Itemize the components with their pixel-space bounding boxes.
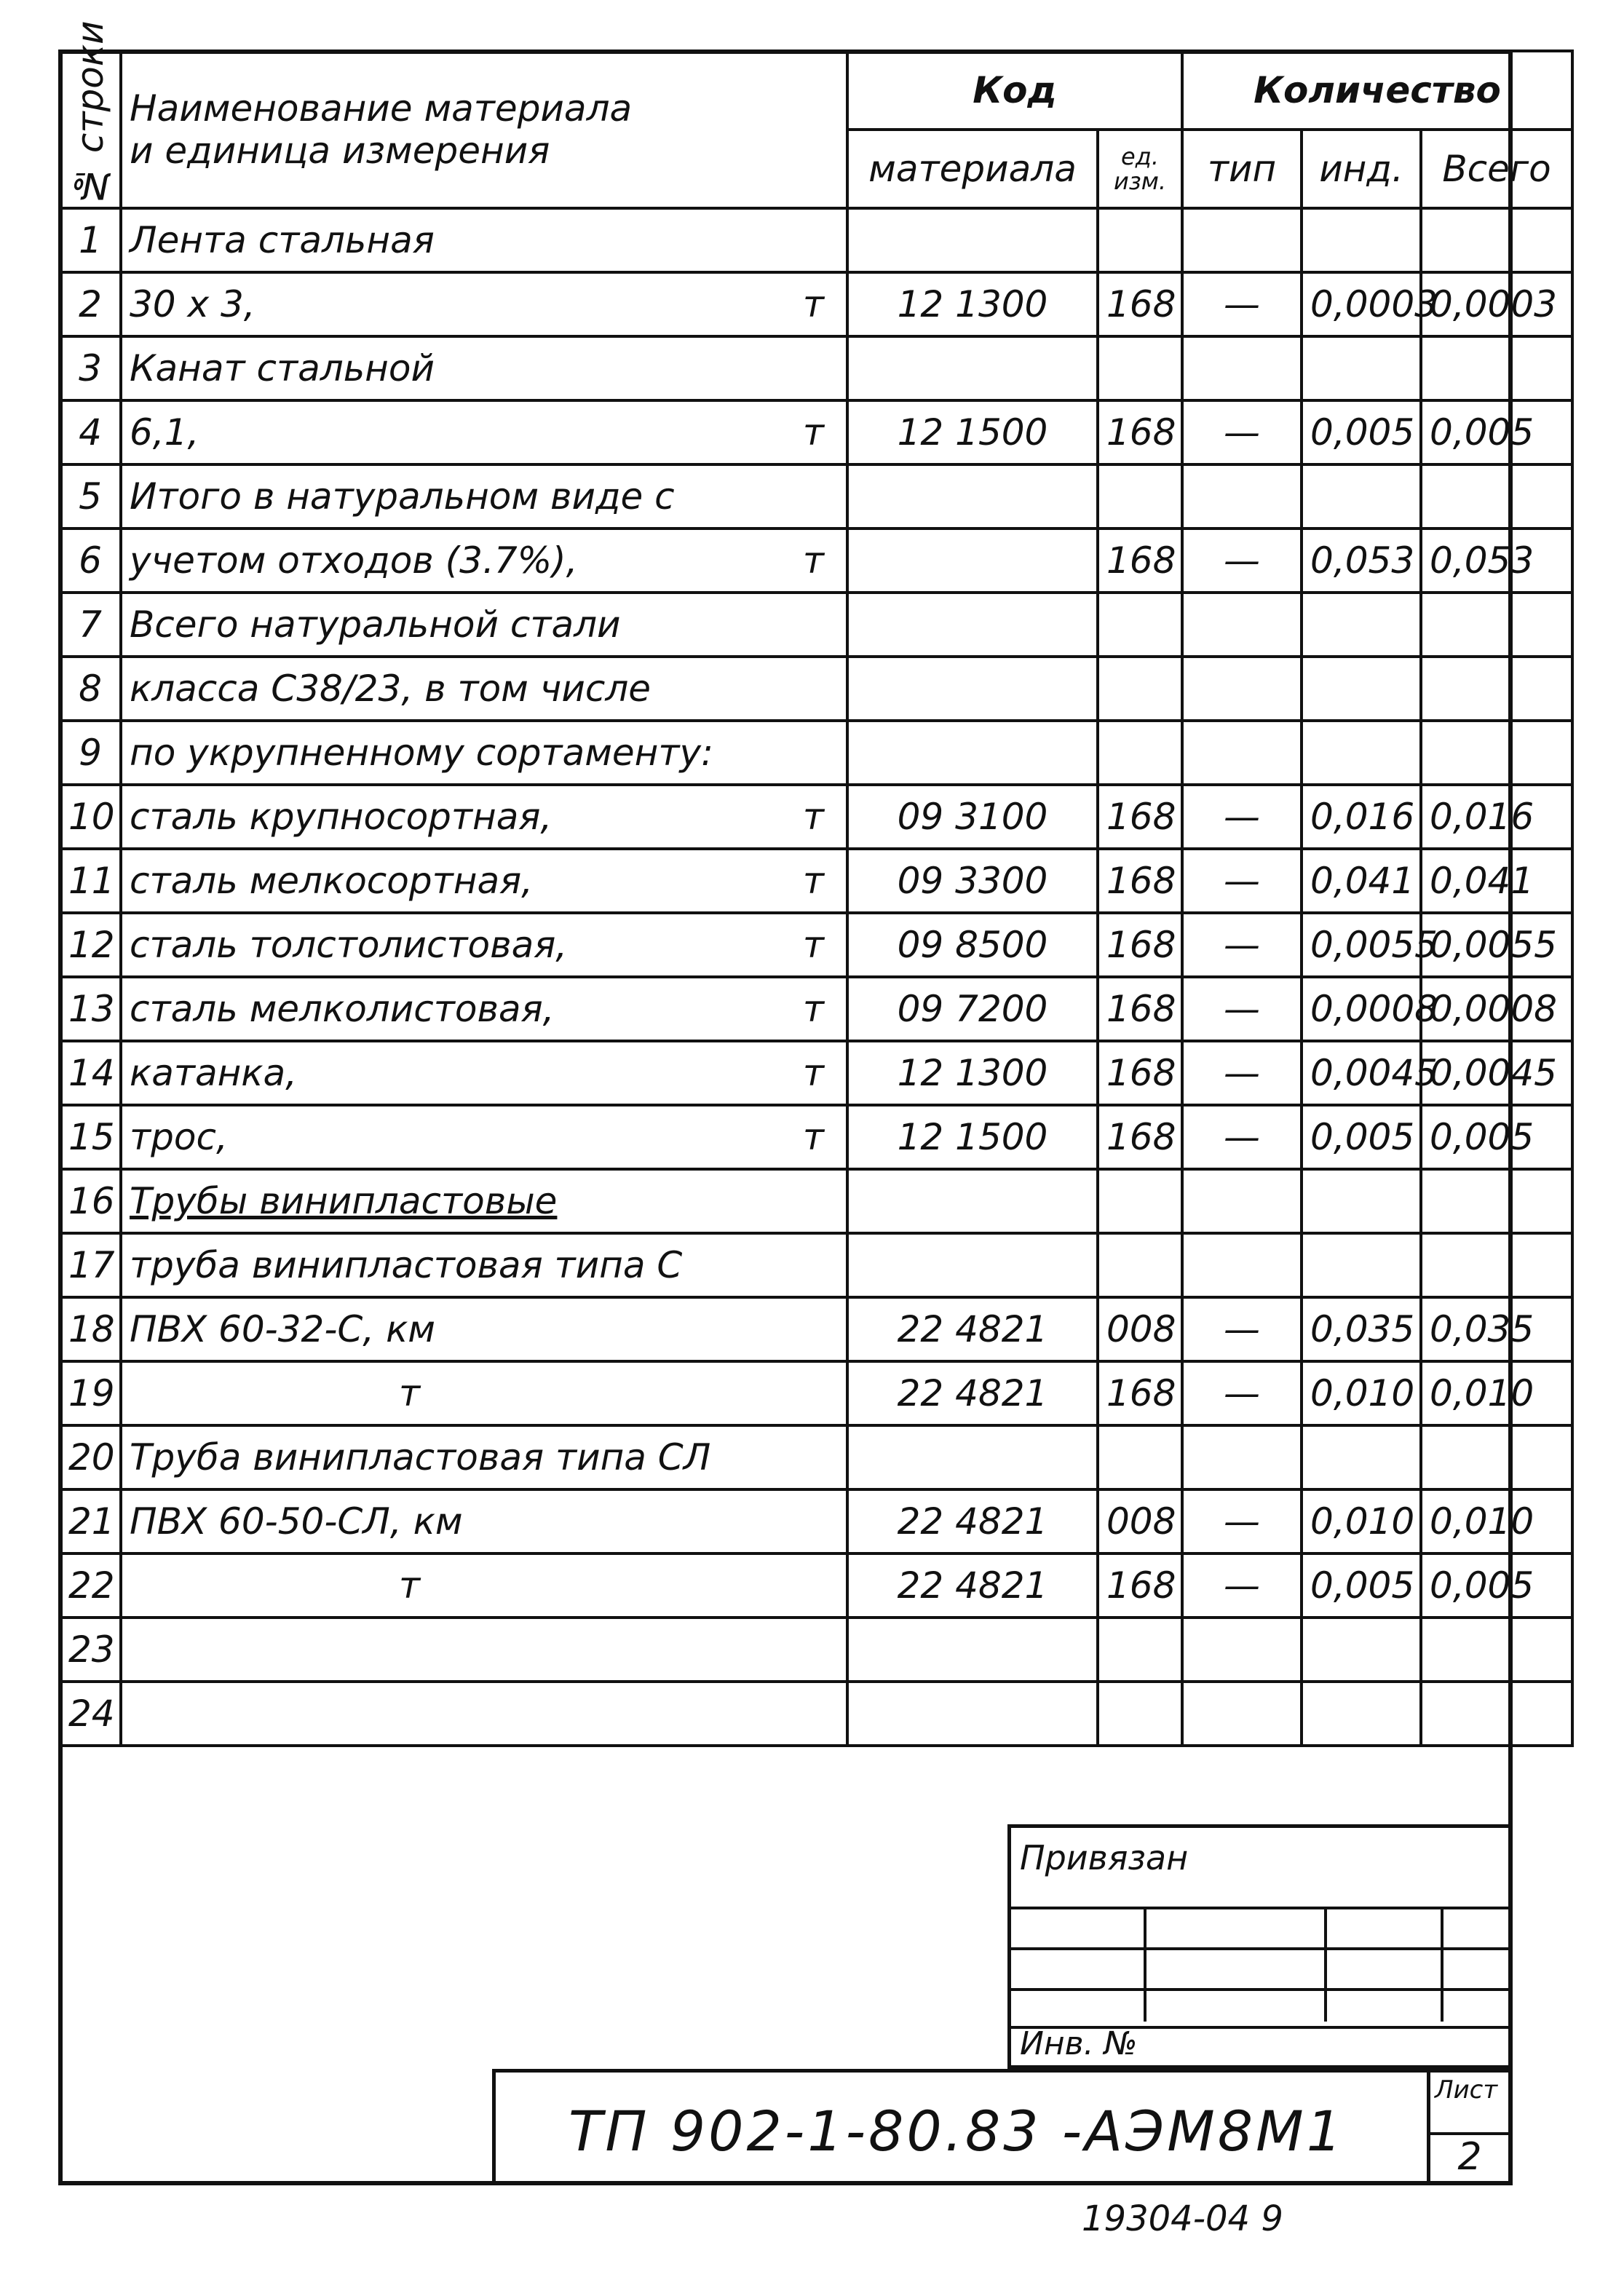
- row-unit-code: 168: [1098, 849, 1182, 913]
- row-typ: —: [1182, 849, 1302, 913]
- stamp-line: [1011, 1907, 1509, 1909]
- row-material-code: 12 1500: [847, 1105, 1098, 1169]
- row-unit-code: [1098, 657, 1182, 721]
- table-row: [60, 721, 1572, 785]
- row-name: [121, 336, 847, 400]
- row-number: 17: [60, 1233, 121, 1297]
- row-ind: [1302, 721, 1421, 785]
- row-name-text: т: [399, 1372, 421, 1414]
- row-material-code: [847, 1425, 1098, 1489]
- row-typ: [1182, 593, 1302, 657]
- stamp-divider: [1144, 1907, 1146, 2022]
- row-name: [121, 849, 847, 913]
- row-material-code: 22 4821: [847, 1489, 1098, 1553]
- row-ind: [1302, 1682, 1421, 1746]
- row-material-code: [847, 1169, 1098, 1233]
- row-unit-code: 168: [1098, 1105, 1182, 1169]
- row-number: 1: [60, 208, 121, 272]
- row-number: 7: [60, 593, 121, 657]
- row-material-code: [847, 1618, 1098, 1682]
- row-ind: [1302, 593, 1421, 657]
- row-name-text: Лента стальная: [130, 219, 435, 261]
- row-ind: 0,0003: [1302, 272, 1421, 336]
- row-name: [121, 1682, 847, 1746]
- row-name: [121, 1297, 847, 1361]
- row-typ: —: [1182, 913, 1302, 977]
- header-name: [121, 51, 847, 208]
- row-name: [121, 593, 847, 657]
- table-row: [60, 977, 1572, 1041]
- row-typ: —: [1182, 785, 1302, 849]
- row-total: [1421, 721, 1572, 785]
- row-typ: —: [1182, 1553, 1302, 1618]
- row-material-code: 12 1300: [847, 1041, 1098, 1105]
- row-number: 22: [60, 1553, 121, 1618]
- row-typ: —: [1182, 1105, 1302, 1169]
- row-unit-code: 168: [1098, 272, 1182, 336]
- table-row: [60, 1297, 1572, 1361]
- row-material-code: 22 4821: [847, 1361, 1098, 1425]
- row-unit-code: [1098, 1425, 1182, 1489]
- header-unit: ед. изм.: [1098, 130, 1182, 208]
- table-row: [60, 1105, 1572, 1169]
- row-name: [121, 977, 847, 1041]
- row-material-code: [847, 208, 1098, 272]
- row-name: [121, 400, 847, 464]
- row-ind: [1302, 1618, 1421, 1682]
- row-unit-symbol: т: [802, 860, 824, 902]
- row-number: 4: [60, 400, 121, 464]
- row-unit-code: 168: [1098, 529, 1182, 593]
- row-material-code: [847, 1682, 1098, 1746]
- table-row: [60, 272, 1572, 336]
- row-unit-code: [1098, 1169, 1182, 1233]
- row-name: [121, 1361, 847, 1425]
- row-unit-symbol: т: [802, 411, 824, 454]
- row-total: [1421, 1169, 1572, 1233]
- row-unit-code: [1098, 464, 1182, 529]
- row-total: [1421, 657, 1572, 721]
- stamp-line: [1011, 1947, 1509, 1950]
- row-total: [1421, 1425, 1572, 1489]
- row-name: [121, 1425, 847, 1489]
- header-code: Код: [847, 51, 1182, 130]
- row-name-text: трос,: [130, 1116, 228, 1158]
- row-total: [1421, 1682, 1572, 1746]
- row-name-text: труба винипластовая типа С: [130, 1244, 683, 1286]
- row-name-text: сталь мелкосортная,: [130, 860, 534, 902]
- row-ind: 0,0008: [1302, 977, 1421, 1041]
- row-material-code: 09 8500: [847, 913, 1098, 977]
- document-code: ТП 902-1-80.83 -АЭМ8М1: [569, 2099, 1345, 2164]
- attachment-stamp: [1007, 1824, 1513, 2069]
- row-ind: 0,005: [1302, 1553, 1421, 1618]
- row-material-code: [847, 721, 1098, 785]
- row-name: [121, 464, 847, 529]
- title-block: [492, 2069, 1513, 2185]
- row-unit-code: [1098, 593, 1182, 657]
- row-total: [1421, 1233, 1572, 1297]
- row-name: [121, 1553, 847, 1618]
- row-name: [121, 272, 847, 336]
- row-material-code: 09 3300: [847, 849, 1098, 913]
- row-unit-code: 168: [1098, 977, 1182, 1041]
- row-ind: [1302, 1169, 1421, 1233]
- row-total: [1421, 464, 1572, 529]
- row-ind: 0,010: [1302, 1361, 1421, 1425]
- row-name-text: 30 х 3,: [130, 283, 256, 325]
- row-name: [121, 1618, 847, 1682]
- row-unit-code: 008: [1098, 1489, 1182, 1553]
- table-body: [60, 208, 1572, 1746]
- row-name-text: Труба винипластовая типа СЛ: [130, 1436, 711, 1478]
- row-number: 11: [60, 849, 121, 913]
- row-name-text: сталь толстолистовая,: [130, 924, 568, 966]
- row-total: [1421, 336, 1572, 400]
- row-total: 0,053: [1421, 529, 1572, 593]
- table-row: [60, 529, 1572, 593]
- row-number: 15: [60, 1105, 121, 1169]
- row-name: [121, 1233, 847, 1297]
- row-total: [1421, 593, 1572, 657]
- row-name: [121, 1041, 847, 1105]
- table-row: [60, 400, 1572, 464]
- row-name: [121, 208, 847, 272]
- row-material-code: [847, 529, 1098, 593]
- row-typ: [1182, 208, 1302, 272]
- row-name-text: т: [399, 1564, 421, 1607]
- row-name-text: Трубы винипластовые: [130, 1180, 558, 1222]
- row-number: 23: [60, 1618, 121, 1682]
- row-number: 21: [60, 1489, 121, 1553]
- row-typ: [1182, 1233, 1302, 1297]
- header-ind: инд.: [1302, 130, 1421, 208]
- row-ind: [1302, 336, 1421, 400]
- row-name-text: катанка,: [130, 1052, 298, 1094]
- row-total: [1421, 1618, 1572, 1682]
- row-unit-code: 168: [1098, 400, 1182, 464]
- row-number: 24: [60, 1682, 121, 1746]
- row-name: [121, 1105, 847, 1169]
- row-number: 13: [60, 977, 121, 1041]
- row-typ: —: [1182, 272, 1302, 336]
- row-total: 0,010: [1421, 1489, 1572, 1553]
- row-material-code: [847, 593, 1098, 657]
- row-unit-symbol: т: [802, 1052, 824, 1094]
- table-row: [60, 1041, 1572, 1105]
- row-number: 12: [60, 913, 121, 977]
- row-unit-symbol: т: [802, 283, 824, 325]
- row-name: [121, 1489, 847, 1553]
- table-row: [60, 1489, 1572, 1553]
- header-name-line1: Наименование материала: [130, 87, 633, 130]
- row-number: 3: [60, 336, 121, 400]
- row-name-text: 6,1,: [130, 411, 199, 454]
- row-typ: [1182, 721, 1302, 785]
- row-number: 5: [60, 464, 121, 529]
- row-name: [121, 721, 847, 785]
- row-unit-code: [1098, 721, 1182, 785]
- row-ind: 0,005: [1302, 400, 1421, 464]
- row-material-code: 12 1500: [847, 400, 1098, 464]
- row-ind: 0,0045: [1302, 1041, 1421, 1105]
- row-name-text: Канат стальной: [130, 347, 435, 389]
- row-number: 10: [60, 785, 121, 849]
- row-name-text: Всего натуральной стали: [130, 603, 621, 646]
- row-material-code: [847, 336, 1098, 400]
- table-row: [60, 1233, 1572, 1297]
- row-material-code: [847, 1233, 1098, 1297]
- specification-table: [58, 20, 1574, 1747]
- row-material-code: [847, 657, 1098, 721]
- row-total: 0,0003: [1421, 272, 1572, 336]
- row-total: 0,005: [1421, 400, 1572, 464]
- row-unit-symbol: т: [802, 539, 824, 582]
- row-typ: [1182, 1618, 1302, 1682]
- row-name-text: по укрупненному сортаменту:: [130, 732, 713, 774]
- row-ind: 0,041: [1302, 849, 1421, 913]
- row-typ: —: [1182, 1041, 1302, 1105]
- row-name: [121, 913, 847, 977]
- row-unit-code: [1098, 1233, 1182, 1297]
- header-quantity: Количество: [1182, 51, 1572, 130]
- archive-number: 19304-04 9: [1082, 2198, 1283, 2239]
- row-material-code: 09 7200: [847, 977, 1098, 1041]
- row-ind: 0,010: [1302, 1489, 1421, 1553]
- row-total: 0,041: [1421, 849, 1572, 913]
- row-number: 14: [60, 1041, 121, 1105]
- row-ind: [1302, 464, 1421, 529]
- row-number: 20: [60, 1425, 121, 1489]
- row-unit-code: [1098, 336, 1182, 400]
- row-unit-code: 168: [1098, 1553, 1182, 1618]
- row-ind: 0,035: [1302, 1297, 1421, 1361]
- row-ind: 0,0055: [1302, 913, 1421, 977]
- row-ind: [1302, 208, 1421, 272]
- header-typ: тип: [1182, 130, 1302, 208]
- row-ind: 0,005: [1302, 1105, 1421, 1169]
- row-number: 16: [60, 1169, 121, 1233]
- table-row: [60, 1169, 1572, 1233]
- stamp-attached-label: Привязан: [1020, 1838, 1189, 1877]
- stamp-inv-label: Инв. №: [1020, 2025, 1138, 2062]
- stamp-divider: [1324, 1907, 1327, 2022]
- row-name: [121, 1169, 847, 1233]
- row-typ: —: [1182, 977, 1302, 1041]
- row-typ: [1182, 336, 1302, 400]
- row-material-code: [847, 464, 1098, 529]
- row-typ: —: [1182, 1297, 1302, 1361]
- row-material-code: 12 1300: [847, 272, 1098, 336]
- row-number: 19: [60, 1361, 121, 1425]
- row-total: 0,016: [1421, 785, 1572, 849]
- row-typ: [1182, 1425, 1302, 1489]
- row-number: 6: [60, 529, 121, 593]
- row-number: 18: [60, 1297, 121, 1361]
- table-row: [60, 849, 1572, 913]
- row-total: 0,010: [1421, 1361, 1572, 1425]
- sheet-label: Лист: [1435, 2075, 1498, 2105]
- row-name-text: класса С38/23, в том числе: [130, 668, 652, 710]
- row-material-code: 22 4821: [847, 1297, 1098, 1361]
- row-unit-code: 168: [1098, 1361, 1182, 1425]
- row-total: 0,005: [1421, 1553, 1572, 1618]
- row-total: 0,0045: [1421, 1041, 1572, 1105]
- row-unit-code: [1098, 208, 1182, 272]
- table-row: [60, 1682, 1572, 1746]
- sheet-number: 2: [1430, 2132, 1509, 2185]
- row-total: 0,005: [1421, 1105, 1572, 1169]
- row-total: 0,0055: [1421, 913, 1572, 977]
- row-unit-symbol: т: [802, 1116, 824, 1158]
- table-row: [60, 913, 1572, 977]
- row-name-text: Итого в натуральном виде с: [130, 475, 675, 518]
- row-name-text: ПВХ 60-50-СЛ, км: [130, 1500, 463, 1543]
- row-ind: 0,016: [1302, 785, 1421, 849]
- row-unit-symbol: т: [802, 796, 824, 838]
- header-total: Всего: [1421, 130, 1572, 208]
- table-row: [60, 1361, 1572, 1425]
- stamp-divider: [1441, 1907, 1443, 2022]
- row-typ: —: [1182, 1489, 1302, 1553]
- row-ind: [1302, 1233, 1421, 1297]
- row-name-text: учетом отходов (3.7%),: [130, 539, 578, 582]
- row-unit-symbol: т: [802, 988, 824, 1030]
- row-name: [121, 657, 847, 721]
- row-total: 0,035: [1421, 1297, 1572, 1361]
- row-unit-code: 008: [1098, 1297, 1182, 1361]
- row-material-code: 09 3100: [847, 785, 1098, 849]
- row-unit-code: 168: [1098, 1041, 1182, 1105]
- row-unit-symbol: т: [802, 924, 824, 966]
- table-row: [60, 464, 1572, 529]
- header-material: материала: [847, 130, 1098, 208]
- row-typ: [1182, 1169, 1302, 1233]
- row-ind: 0,053: [1302, 529, 1421, 593]
- row-unit-code: 168: [1098, 913, 1182, 977]
- row-typ: —: [1182, 1361, 1302, 1425]
- header-row-no: № строки: [60, 51, 121, 208]
- table-row: [60, 657, 1572, 721]
- row-typ: [1182, 464, 1302, 529]
- row-typ: [1182, 1682, 1302, 1746]
- stamp-line: [1011, 1988, 1509, 1991]
- table-row: [60, 785, 1572, 849]
- row-typ: —: [1182, 529, 1302, 593]
- row-ind: [1302, 657, 1421, 721]
- row-unit-code: 168: [1098, 785, 1182, 849]
- row-number: 2: [60, 272, 121, 336]
- row-name-text: ПВХ 60-32-С, км: [130, 1308, 435, 1350]
- row-total: 0,0008: [1421, 977, 1572, 1041]
- row-total: [1421, 208, 1572, 272]
- row-ind: [1302, 1425, 1421, 1489]
- row-unit-code: [1098, 1682, 1182, 1746]
- row-number: 8: [60, 657, 121, 721]
- table-row: [60, 1553, 1572, 1618]
- table-row: [60, 593, 1572, 657]
- table-row: [60, 1425, 1572, 1489]
- row-unit-code: [1098, 1618, 1182, 1682]
- row-name-text: сталь крупносортная,: [130, 796, 553, 838]
- header-name-line2: и единица измерения: [130, 130, 550, 172]
- row-name-text: сталь мелколистовая,: [130, 988, 555, 1030]
- sheet-box: [1427, 2073, 1509, 2182]
- row-number: 9: [60, 721, 121, 785]
- row-typ: —: [1182, 400, 1302, 464]
- row-name: [121, 785, 847, 849]
- table-row: [60, 336, 1572, 400]
- row-typ: [1182, 657, 1302, 721]
- table-row: [60, 208, 1572, 272]
- row-material-code: 22 4821: [847, 1553, 1098, 1618]
- row-name: [121, 529, 847, 593]
- table-row: [60, 1618, 1572, 1682]
